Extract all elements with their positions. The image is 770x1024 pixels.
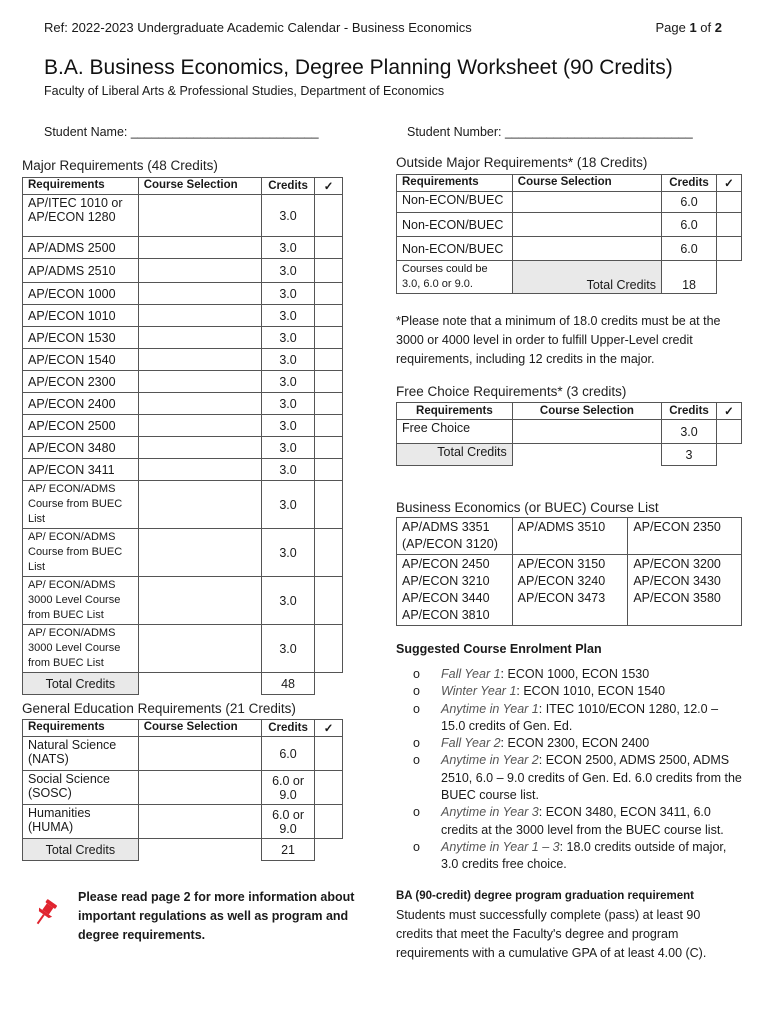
buec-table — [396, 517, 742, 626]
plan-item — [413, 752, 743, 804]
plan-item — [413, 735, 743, 752]
course-selection-cell[interactable] — [138, 805, 261, 839]
credits-cell: 3.0 — [262, 283, 315, 305]
course-selection-cell[interactable] — [138, 481, 261, 529]
page-indicator — [655, 20, 722, 35]
total-credits-label: Total Credits — [23, 673, 139, 695]
course-selection-cell[interactable] — [138, 259, 261, 283]
check-cell[interactable] — [315, 625, 343, 673]
credits-cell: 3.0 — [262, 195, 315, 237]
table-row — [23, 459, 343, 481]
page-prefix: Page — [655, 20, 690, 35]
requirement-cell: AP/ECON 2300 — [23, 371, 139, 393]
buec-course: AP/ECON 3440 — [402, 591, 490, 605]
gened-title: General Education Requirements (21 Credits) — [22, 701, 296, 716]
buec-course: AP/ECON 3580 — [633, 591, 721, 605]
table-row — [23, 283, 343, 305]
bullet-icon: o — [413, 667, 420, 681]
total-credits-value: 21 — [262, 839, 315, 861]
table-row — [23, 481, 343, 529]
table-row — [23, 371, 343, 393]
total-credits-value: 48 — [262, 673, 315, 695]
total-credits-label: Total Credits — [397, 444, 513, 466]
outside-table — [396, 174, 742, 294]
course-selection-cell[interactable] — [138, 195, 261, 237]
check-cell[interactable] — [315, 481, 343, 529]
col-credits: Credits — [262, 720, 315, 737]
check-cell[interactable] — [315, 305, 343, 327]
check-cell[interactable] — [315, 415, 343, 437]
credits-cell: 3.0 — [262, 259, 315, 283]
check-cell[interactable] — [315, 349, 343, 371]
check-cell[interactable] — [717, 213, 742, 237]
course-selection-cell[interactable] — [138, 349, 261, 371]
student-number-field[interactable]: Student Number: ___________________________ — [407, 125, 693, 139]
course-selection-cell[interactable] — [138, 625, 261, 673]
course-selection-cell[interactable] — [138, 415, 261, 437]
check-cell[interactable] — [315, 771, 343, 805]
course-selection-cell[interactable] — [138, 283, 261, 305]
buec-course: AP/ECON 2450 — [402, 557, 490, 571]
buec-course: AP/ADMS 3510 — [512, 518, 628, 555]
requirement-cell: AP/ ECON/ADMS Course from BUEC List — [23, 481, 139, 529]
table-row — [23, 349, 343, 371]
col-check: ✓ — [717, 175, 742, 192]
credits-cell: 3.0 — [262, 415, 315, 437]
plan-text: : ITEC 1010/ECON 1280, 12.0 – 15.0 credits of Gen. Ed. — [441, 701, 719, 733]
outside-req: Non-ECON/BUEC — [397, 237, 513, 261]
plan-term: Anytime in Year 3 — [441, 805, 539, 820]
table-row — [23, 805, 343, 839]
buec-course: AP/ECON 3210 — [402, 574, 490, 588]
plan-title: Suggested Course Enrolment Plan — [396, 642, 602, 656]
buec-course: AP/ECON 3240 — [517, 574, 606, 588]
gened-table — [22, 719, 343, 861]
course-selection-cell[interactable] — [138, 577, 261, 625]
credits-cell: 3.0 — [262, 529, 315, 577]
course-selection-cell[interactable] — [138, 327, 261, 349]
check-cell[interactable] — [315, 259, 343, 283]
bullet-icon: o — [413, 701, 420, 716]
major-title: Major Requirements (48 Credits) — [22, 158, 218, 173]
check-cell[interactable] — [315, 327, 343, 349]
outside-footnote: Courses could be 3.0, 6.0 or 9.0. — [397, 261, 513, 294]
plan-list — [413, 666, 743, 874]
col-course-selection: Course Selection — [512, 403, 661, 420]
check-cell[interactable] — [717, 420, 742, 444]
requirement-cell: AP/ECON 2500 — [23, 415, 139, 437]
table-row — [23, 237, 343, 259]
outside-title: Outside Major Requirements* (18 Credits) — [396, 155, 648, 170]
credits-cell: 6.0 — [662, 237, 717, 261]
requirement-cell: AP/ECON 3480 — [23, 437, 139, 459]
credits-cell: 3.0 — [262, 625, 315, 673]
plan-term: Fall Year 2 — [441, 736, 501, 751]
page-subtitle: Faculty of Liberal Arts & Professional Studies, Department of Economics — [44, 84, 445, 98]
credits-cell: 6.0 or 9.0 — [262, 771, 315, 805]
plan-text: : ECON 2300, ECON 2400 — [500, 736, 650, 751]
free-title: Free Choice Requirements* (3 credits) — [396, 384, 627, 399]
col-credits: Credits — [662, 403, 717, 420]
course-selection-cell[interactable] — [512, 237, 661, 261]
credits-cell: 3.0 — [262, 577, 315, 625]
credits-cell: 3.0 — [262, 437, 315, 459]
requirement-cell: Social Science (SOSC) — [23, 771, 139, 805]
page2-note: Please read page 2 for more information about important regulations as well as program and degree requirements. — [78, 890, 355, 942]
total-credits-value: 18 — [662, 261, 717, 294]
course-selection-cell[interactable] — [138, 371, 261, 393]
credits-cell: 3.0 — [262, 481, 315, 529]
buec-course: AP/ECON 3430 — [633, 574, 721, 588]
requirement-cell: AP/ECON 1540 — [23, 349, 139, 371]
col-course-selection: Course Selection — [138, 178, 261, 195]
col-check: ✓ — [717, 403, 742, 420]
page-of: of — [696, 20, 715, 35]
table-row — [23, 625, 343, 673]
bullet-icon: o — [413, 839, 420, 854]
credits-cell: 3.0 — [262, 237, 315, 259]
total-credits-label: Total Credits — [23, 839, 139, 861]
credits-cell: 6.0 or 9.0 — [262, 805, 315, 839]
table-row — [23, 529, 343, 577]
credits-cell: 3.0 — [262, 349, 315, 371]
check-cell[interactable] — [315, 283, 343, 305]
check-cell[interactable] — [315, 195, 343, 237]
total-credits-value: 3 — [662, 444, 717, 466]
table-row — [23, 437, 343, 459]
pushpin-icon — [32, 898, 58, 928]
free-req: Free Choice — [397, 420, 513, 444]
requirement-cell: AP/ECON 1000 — [23, 283, 139, 305]
course-selection-cell[interactable] — [512, 213, 661, 237]
plan-term: Fall Year 1 — [441, 667, 501, 681]
plan-term: Winter Year 1 — [441, 684, 517, 699]
table-row — [23, 305, 343, 327]
plan-text: : ECON 2500, ADMS 2500, ADMS 2510, 6.0 – 9.0 credits of Gen. Ed. 6.0 credits from the BUEC course list. — [441, 753, 742, 803]
plan-term: Anytime in Year 1 — [441, 701, 539, 716]
table-row — [23, 195, 343, 237]
total-credits-label: Total Credits — [512, 261, 661, 294]
bullet-icon: o — [413, 805, 420, 820]
credits-cell: 6.0 — [662, 213, 717, 237]
page-title: B.A. Business Economics, Degree Planning Worksheet (90 Credits) — [44, 56, 673, 79]
major-table — [22, 177, 343, 695]
course-selection-cell[interactable] — [138, 771, 261, 805]
requirement-cell: AP/ECON 1530 — [23, 327, 139, 349]
credits-cell: 3.0 — [262, 327, 315, 349]
buec-course: AP/ECON 3473 — [517, 591, 606, 605]
requirement-cell: AP/ADMS 2500 — [23, 237, 139, 259]
col-course-selection: Course Selection — [138, 720, 261, 737]
credits-cell: 6.0 — [662, 192, 717, 213]
col-check: ✓ — [315, 720, 343, 737]
plan-item — [413, 683, 743, 700]
grad-req-title: BA (90-credit) degree program graduation requirement — [396, 890, 694, 902]
course-selection-cell[interactable] — [512, 420, 661, 444]
total-row — [23, 673, 343, 695]
outside-req: Non-ECON/BUEC — [397, 213, 513, 237]
check-cell[interactable] — [315, 437, 343, 459]
col-check: ✓ — [315, 178, 343, 195]
check-cell[interactable] — [315, 577, 343, 625]
course-selection-cell[interactable] — [138, 459, 261, 481]
col-course-selection: Course Selection — [512, 175, 661, 192]
plan-item — [413, 701, 743, 736]
requirement-cell: AP/ITEC 1010 or AP/ECON 1280 — [23, 195, 139, 237]
col-credits: Credits — [662, 175, 717, 192]
check-cell[interactable] — [315, 805, 343, 839]
credits-cell: 3.0 — [262, 305, 315, 327]
free-table — [396, 402, 742, 466]
buec-course: AP/ECON 3200 — [633, 557, 721, 571]
buec-course: AP/ADMS 3351 (AP/ECON 3120) — [397, 518, 513, 555]
credits-cell: 3.0 — [262, 393, 315, 415]
buec-course: AP/ECON 3150 — [517, 557, 606, 571]
course-selection-cell[interactable] — [138, 237, 261, 259]
check-cell[interactable] — [717, 237, 742, 261]
buec-title: Business Economics (or BUEC) Course List — [396, 500, 659, 515]
check-cell[interactable] — [315, 371, 343, 393]
table-row — [23, 259, 343, 283]
bullet-icon: o — [413, 753, 420, 768]
credits-cell: 3.0 — [662, 420, 717, 444]
requirement-cell: AP/ECON 2400 — [23, 393, 139, 415]
credits-cell: 3.0 — [262, 459, 315, 481]
col-credits: Credits — [262, 178, 315, 195]
col-requirements: Requirements — [397, 403, 513, 420]
col-requirements: Requirements — [23, 720, 139, 737]
outside-req: Non-ECON/BUEC — [397, 192, 513, 213]
plan-term: Anytime in Year 1 – 3 — [441, 839, 560, 854]
table-row — [23, 577, 343, 625]
check-cell[interactable] — [315, 529, 343, 577]
bullet-icon: o — [413, 684, 420, 699]
course-selection-cell[interactable] — [138, 393, 261, 415]
col-requirements: Requirements — [397, 175, 513, 192]
check-cell[interactable] — [315, 237, 343, 259]
upper-level-note: *Please note that a minimum of 18.0 credits must be at the 3000 or 4000 level in order to fulfill Upper-Level credit requirements, including 12 credits in the major. — [396, 314, 721, 366]
buec-course: AP/ECON 2350 — [628, 518, 742, 555]
plan-text: : ECON 1000, ECON 1530 — [500, 667, 650, 681]
plan-item — [413, 666, 743, 683]
requirement-cell: AP/ ECON/ADMS 3000 Level Course from BUEC List — [23, 625, 139, 673]
header-ref: Ref: 2022-2023 Undergraduate Academic Calendar - Business Economics — [44, 20, 472, 35]
requirement-cell: Natural Science (NATS) — [23, 737, 139, 771]
course-selection-cell[interactable] — [512, 192, 661, 213]
course-selection-cell[interactable] — [138, 529, 261, 577]
requirement-cell: AP/ ECON/ADMS Course from BUEC List — [23, 529, 139, 577]
table-row — [23, 771, 343, 805]
plan-term: Anytime in Year 2 — [441, 753, 539, 768]
page-current: 1 — [689, 20, 697, 35]
bullet-icon: o — [413, 736, 420, 751]
table-row — [23, 327, 343, 349]
total-row — [23, 839, 343, 861]
requirement-cell: AP/ ECON/ADMS 3000 Level Course from BUEC List — [23, 577, 139, 625]
plan-text: : ECON 3480, ECON 3411, 6.0 credits at the 3000 level from the BUEC course list. — [441, 805, 724, 837]
table-row — [23, 737, 343, 771]
plan-text: : 18.0 credits outside of major, 3.0 credits free choice. — [441, 839, 727, 872]
check-cell[interactable] — [315, 393, 343, 415]
requirement-cell: AP/ADMS 2510 — [23, 259, 139, 283]
course-selection-cell[interactable] — [138, 737, 261, 771]
buec-course: AP/ECON 3810 — [402, 608, 490, 622]
course-selection-cell[interactable] — [138, 437, 261, 459]
requirement-cell: AP/ECON 1010 — [23, 305, 139, 327]
check-cell[interactable] — [717, 192, 742, 213]
student-name-field[interactable]: Student Name: ___________________________ — [44, 125, 319, 139]
grad-req-text: Students must successfully complete (pass) at least 90 credits that meet the Faculty's degree and program requirements with a cumulative GPA of at least 4.00 (C). — [396, 908, 707, 960]
plan-text: : ECON 1010, ECON 1540 — [516, 684, 666, 699]
credits-cell: 3.0 — [262, 371, 315, 393]
requirement-cell: Humanities (HUMA) — [23, 805, 139, 839]
plan-item — [413, 839, 743, 874]
table-row — [23, 393, 343, 415]
requirement-cell: AP/ECON 3411 — [23, 459, 139, 481]
course-selection-cell[interactable] — [138, 305, 261, 327]
col-requirements: Requirements — [23, 178, 139, 195]
table-row — [23, 415, 343, 437]
check-cell[interactable] — [315, 737, 343, 771]
credits-cell: 6.0 — [262, 737, 315, 771]
plan-item — [413, 804, 743, 839]
page-total: 2 — [714, 20, 722, 35]
check-cell[interactable] — [315, 459, 343, 481]
